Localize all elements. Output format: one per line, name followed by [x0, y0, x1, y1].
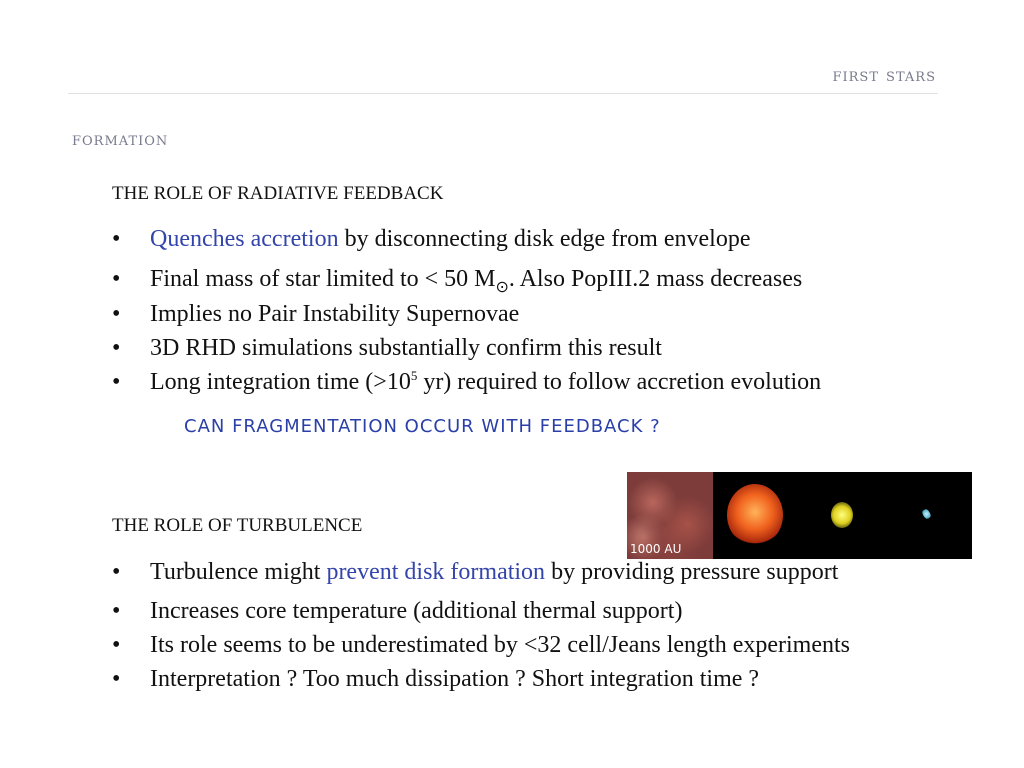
list-item — [112, 301, 821, 335]
list-item — [112, 226, 821, 266]
simulation-image-strip — [627, 472, 972, 559]
turbulence-bullet-list — [112, 559, 850, 700]
bullet-text: Final mass of star limited to < 50 M — [150, 266, 496, 292]
bullet-text: by disconnecting disk edge from envelope — [338, 226, 751, 252]
feedback-bullet-list — [112, 226, 821, 403]
bullet-text: by providing pressure support — [545, 559, 839, 585]
bullet-text: Its role seems to be underestimated by <32 cell/Jeans length experiments — [150, 632, 851, 658]
bullet-icon: • — [112, 301, 121, 327]
list-item — [112, 666, 850, 700]
bullet-icon: • — [112, 632, 121, 658]
bullet-icon: • — [112, 369, 121, 395]
bullet-icon: • — [112, 559, 121, 585]
bullet-text: yr) required to follow accretion evolution — [417, 369, 822, 395]
sun-symbol-icon: ⊙ — [495, 278, 509, 296]
feedback-heading: THE ROLE OF RADIATIVE FEEDBACK — [112, 183, 444, 204]
simulation-panel-2 — [713, 472, 799, 559]
list-item — [112, 559, 850, 598]
bullet-text: . Also PopIII.2 mass decreases — [508, 266, 803, 292]
scale-label: 1000 AU — [630, 542, 682, 556]
bullet-text: Interpretation ? Too much dissipation ? Short integration time ? — [150, 666, 760, 692]
bullet-icon: • — [112, 266, 121, 292]
list-item — [112, 266, 821, 301]
bullet-icon: • — [112, 226, 121, 252]
fragmentation-question: CAN FRAGMENTATION OCCUR WITH FEEDBACK ? — [184, 416, 661, 437]
density-blob — [831, 502, 853, 528]
bullet-icon: • — [112, 666, 121, 692]
bullet-text: Increases core temperature (additional thermal support) — [150, 598, 683, 624]
list-item — [112, 598, 850, 632]
bullet-text: 3D RHD simulations substantially confirm this result — [150, 335, 662, 361]
bullet-text: Turbulence might — [150, 559, 327, 585]
list-item — [112, 632, 850, 666]
bullet-icon: • — [112, 335, 121, 361]
list-item — [112, 369, 821, 403]
highlight-text: Quenches accretion — [150, 226, 339, 252]
bullet-text: Implies no Pair Instability Supernovae — [150, 301, 520, 327]
bullet-icon: • — [112, 598, 121, 624]
list-item — [112, 335, 821, 369]
header-divider — [68, 93, 938, 94]
section-label: formation — [72, 128, 169, 150]
density-blob — [727, 484, 783, 546]
bullet-text: Long integration time (>10 — [150, 369, 411, 395]
simulation-panel-1 — [627, 472, 713, 559]
simulation-panel-4 — [885, 472, 971, 559]
exponent: 5 — [410, 368, 418, 383]
highlight-text: prevent disk formation — [326, 559, 546, 585]
density-blob — [920, 507, 932, 521]
turbulence-heading: THE ROLE OF TURBULENCE — [112, 515, 363, 536]
slide-title: first stars — [832, 64, 936, 86]
simulation-panel-3 — [799, 472, 885, 559]
